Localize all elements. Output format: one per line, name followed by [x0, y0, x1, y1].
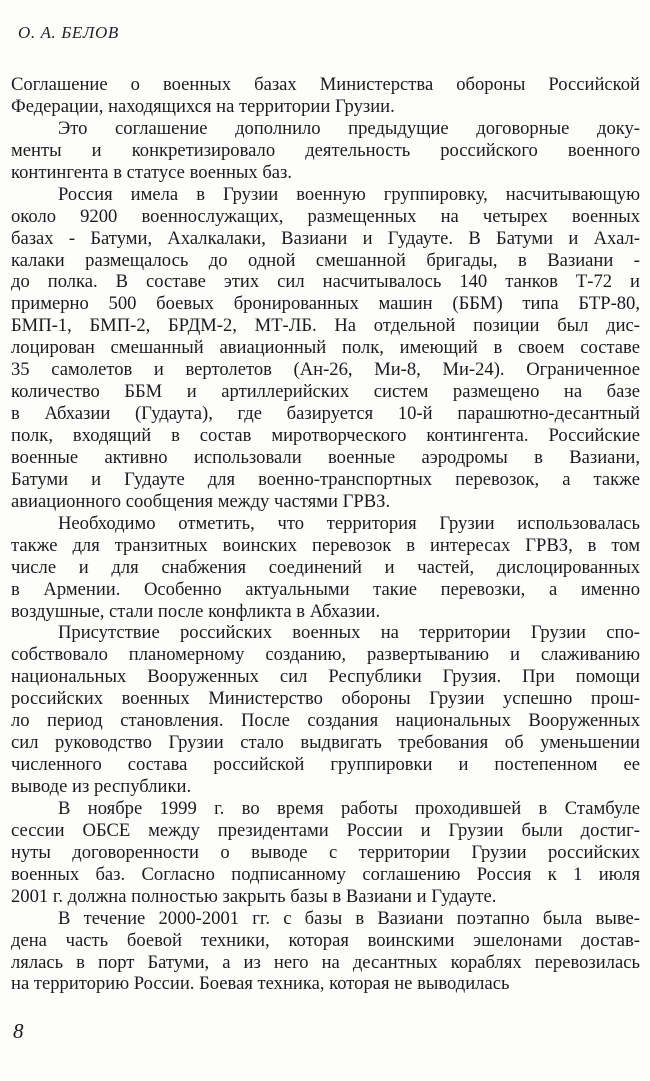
text-line: БМП-1, БМП-2, БРДМ-2, МТ-ЛБ. На отдельной позиции был дис- — [11, 315, 640, 337]
paragraph — [11, 184, 640, 513]
paragraph — [11, 622, 640, 798]
text-line: авиационного сообщения между частями ГРВЗ. — [11, 490, 391, 512]
text-line: выводе из республики. — [11, 776, 192, 797]
text-line: Соглашение о военных базах Министерства обороны Российской — [11, 74, 640, 95]
text-line: Необходимо отметить, что территория Грузии использовалась — [58, 512, 640, 534]
paragraph — [11, 513, 640, 623]
page-number: 8 — [13, 1019, 24, 1043]
text-line: ло период становления. После создания национальных Вооруженных — [11, 710, 640, 732]
text-line: собствовало планомерному созданию, развертыванию и слаживанию — [11, 644, 640, 666]
text-line: В ноябре 1999 г. во время работы проходившей в Стамбуле — [58, 797, 640, 819]
text-line: военные активно использовали военные аэродромы в Вазиани, — [11, 446, 640, 468]
text-line: В течение 2000-2001 гг. с базы в Вазиани поэтапно была выве- — [58, 907, 640, 929]
text-line: российских военных Министерство обороны Грузии успешно прош- — [11, 688, 640, 710]
text-line: Присутствие российских военных на территории Грузии спо- — [58, 622, 640, 644]
text-line: примерно 500 боевых бронированных машин (ББМ) типа БТР-80, — [11, 293, 640, 315]
text-line: лоцирован смешанный авиационный полк, имеющий в своем составе — [11, 337, 640, 359]
text-line: Батуми и Гудауте для военно-транспортных перевозок, а также — [11, 468, 640, 490]
text-line: в Абхазии (Гудаута), где базируется 10-й парашютно-десантный — [11, 403, 640, 425]
text-line: 35 самолетов и вертолетов (Ан-26, Ми-8, Ми-24). Ограниченное — [11, 359, 640, 381]
text-line: также для транзитных воинских перевозок в интересах ГРВЗ, в том — [11, 534, 640, 556]
text-line: лялась в порт Батуми, а из него на десантных кораблях перевозилась — [11, 951, 640, 973]
text-line: калаки размещалось до одной смешанной бригады, в Вазиани - — [11, 249, 640, 271]
text-line: до полка. В составе этих сил насчитывалось 140 танков Т-72 и — [11, 271, 640, 293]
text-line: в Армении. Особенно актуальными такие перевозки, а именно — [11, 578, 640, 600]
text-line: численного состава российской группировки и постепенном ее — [11, 754, 640, 776]
paragraph — [11, 118, 640, 184]
text-line: на территорию России. Боевая техника, которая не выводилась — [11, 973, 510, 995]
text-line: контингента в статусе военных баз. — [11, 161, 293, 183]
text-line: национальных Вооруженных сил Республики Грузия. При помощи — [11, 666, 640, 688]
paragraph — [11, 908, 640, 996]
text-line: нуты договоренности о выводе с территории Грузии российских — [11, 841, 640, 863]
paragraph — [11, 74, 640, 118]
text-line: 2001 г. должна полностью закрыть базы в Вазиани и Гудауте. — [11, 885, 497, 907]
text-line: Это соглашение дополнило предыдущие договорные доку- — [58, 117, 640, 139]
text-line: менты и конкретизировало деятельность российского военного — [11, 139, 640, 161]
running-header-author: О. А. БЕЛОВ — [18, 23, 119, 42]
text-line: количество ББМ и артиллерийских систем размещено на базе — [11, 381, 640, 403]
text-line: воздушные, стали после конфликта в Абхазии. — [11, 600, 381, 622]
page-body-text — [11, 74, 640, 995]
text-line: сессии ОБСЕ между президентами России и Грузии были достиг- — [11, 819, 640, 841]
text-line: Россия имела в Грузии военную группировку, насчитывающую — [58, 183, 640, 205]
text-line: Федерации, находящихся на территории Грузии. — [11, 95, 395, 117]
text-line: числе и для снабжения соединений и частей, дислоцированных — [11, 556, 640, 578]
text-line: военных баз. Согласно подписанному соглашению Россия к 1 июля — [11, 863, 640, 885]
text-line: дена часть боевой техники, которая воинскими эшелонами достав- — [11, 929, 640, 951]
text-line: около 9200 военнослужащих, размещенных на четырех военных — [11, 205, 640, 227]
paragraph — [11, 798, 640, 908]
text-line: базах - Батуми, Ахалкалаки, Вазиани и Гудауте. В Батуми и Ахал- — [11, 227, 640, 249]
text-line: сил руководство Грузии стало выдвигать требования об уменьшении — [11, 732, 640, 754]
text-line: полк, входящий в состав миротворческого контингента. Российские — [11, 425, 640, 446]
